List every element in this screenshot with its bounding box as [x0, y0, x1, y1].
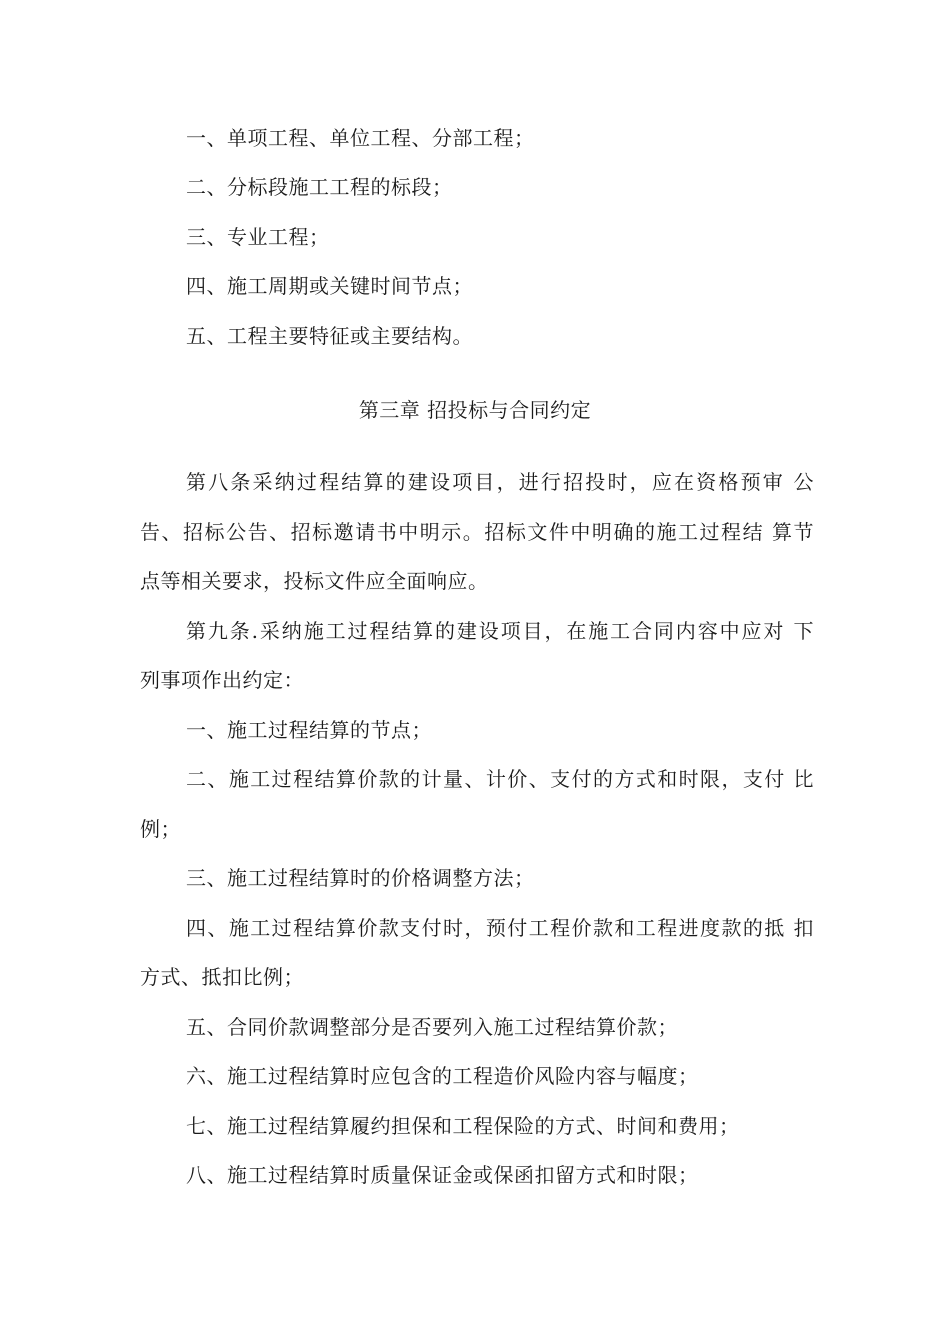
list-item-b-6: 六、施工过程结算时应包含的工程造价风险内容与幅度； — [186, 1064, 699, 1088]
list-item-b-1: 一、施工过程结算的节点； — [186, 718, 432, 742]
list-item-a-2: 二、分标段施工工程的标段； — [186, 175, 453, 199]
article-9-line-1: 第九条.采纳施工过程结算的建设项目，在施工合同内容中应对 下 — [186, 619, 814, 643]
list-item-a-1: 一、单项工程、单位工程、分部工程； — [186, 126, 535, 150]
list-item-b-5: 五、合同价款调整部分是否要列入施工过程结算价款； — [186, 1015, 678, 1039]
list-item-b-4-line-1: 四、施工过程结算价款支付时，预付工程价款和工程进度款的抵 扣 — [186, 916, 814, 940]
list-item-b-4-line-2: 方式、抵扣比例； — [140, 965, 304, 989]
list-item-b-3: 三、施工过程结算时的价格调整方法； — [186, 866, 535, 890]
list-item-b-2-line-2: 例； — [140, 817, 181, 841]
list-item-b-7: 七、施工过程结算履约担保和工程保险的方式、时间和费用； — [186, 1114, 740, 1138]
article-8-line-1: 第八条采纳过程结算的建设项目，进行招投时，应在资格预审 公 — [186, 470, 814, 494]
list-item-b-2-line-1: 二、施工过程结算价款的计量、计价、支付的方式和时限，支付 比 — [186, 767, 814, 791]
list-item-a-5: 五、工程主要特征或主要结构。 — [186, 324, 473, 348]
article-8-line-2: 告、招标公告、招标邀请书中明示。招标文件中明确的施工过程结 算节 — [140, 520, 814, 544]
list-item-a-3: 三、专业工程； — [186, 225, 330, 249]
list-item-a-4: 四、施工周期或关键时间节点； — [186, 274, 473, 298]
list-item-b-8: 八、施工过程结算时质量保证金或保函扣留方式和时限； — [186, 1163, 699, 1187]
chapter-heading: 第三章 招投标与合同约定 — [358, 398, 592, 422]
article-9-line-2: 列事项作出约定： — [140, 668, 304, 692]
article-8-line-3: 点等相关要求，投标文件应全面响应。 — [140, 569, 489, 593]
